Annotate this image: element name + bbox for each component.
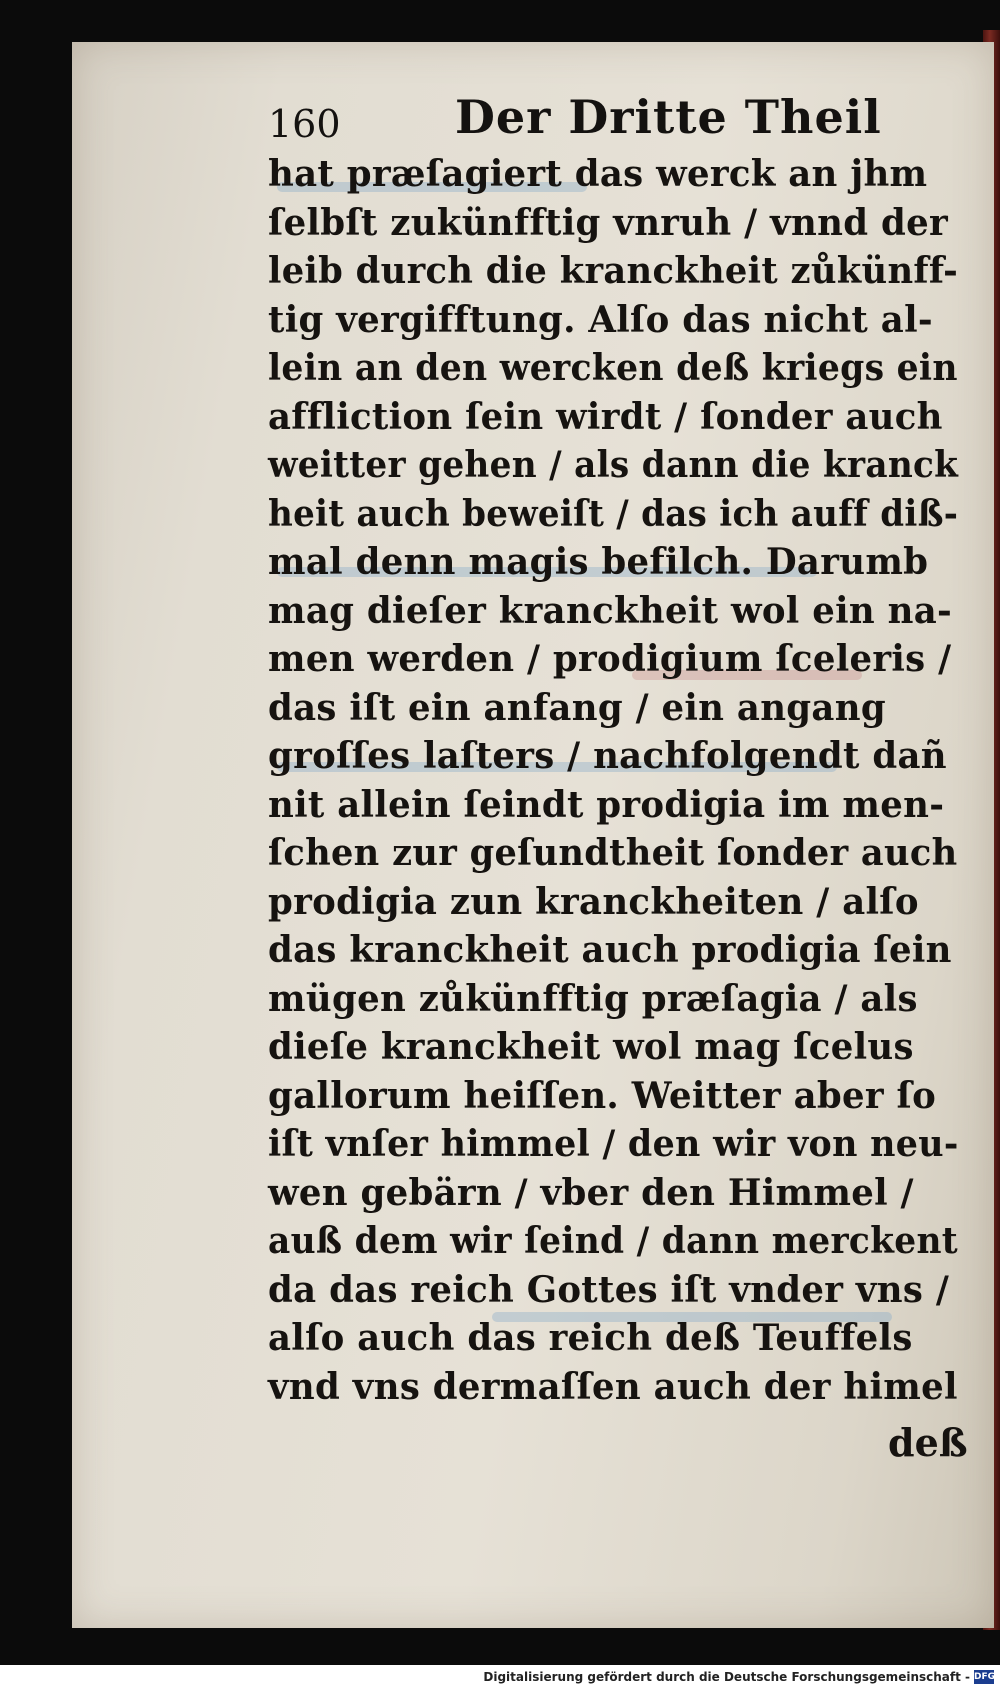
dfg-logo: DFG xyxy=(974,1672,996,1682)
text-line: leib durch die kranckheit zůkünff- xyxy=(268,250,959,292)
text-line: hat præſagiert das werck an jhm xyxy=(268,153,928,195)
text-line: iſt vnſer himmel / den wir von neu- xyxy=(268,1123,959,1165)
text-line: das iſt ein anfang / ein angang xyxy=(268,686,886,729)
text-line: mag dieſer kranckheit wol ein na- xyxy=(268,589,953,632)
text-line: wen gebärn / vber den Himmel / xyxy=(268,1171,914,1214)
catchword: deß xyxy=(888,1420,968,1465)
text-line: prodigia zun kranckheiten / alſo xyxy=(268,880,919,923)
text-block xyxy=(268,150,968,1411)
text-line: heit auch beweiſt / das ich auff diß- xyxy=(268,492,959,535)
text-line: mügen zůkünfftig præſagia / als xyxy=(268,977,918,1020)
text-line: auß dem wir ſeind / dann merckent xyxy=(268,1220,958,1262)
text-line: vnd vns dermaſſen auch der himel xyxy=(268,1365,958,1408)
text-line: da das reich Gottes iſt vnder vns / xyxy=(268,1268,950,1311)
text-line: lein an den wercken deß kriegs ein xyxy=(268,347,958,389)
text-line: mal denn magis befilch. Darumb xyxy=(268,541,929,583)
text-line: das kranckheit auch prodigia ſein xyxy=(268,929,952,971)
running-head: Der Dritte Theil xyxy=(455,90,882,144)
footer-bar xyxy=(0,1665,1000,1691)
text-line: affliction ſein wirdt / ſonder auch xyxy=(268,395,943,438)
page-number: 160 xyxy=(268,102,341,146)
page-header xyxy=(0,62,1000,152)
footer-credit: Digitalisierung gefördert durch die Deutsche Forschungsgemeinschaft - xyxy=(483,1670,970,1684)
text-line: ſelbſt zukünfftig vnruh / vnnd der xyxy=(268,201,948,244)
text-line: groſſes laſters / nachfolgendt dañ xyxy=(268,735,947,777)
text-line: alſo auch das reich deß Teuffels xyxy=(268,1317,913,1359)
text-line: weitter gehen / als dann die kranck xyxy=(268,444,959,486)
text-line: gallorum heiſſen. Weitter aber ſo xyxy=(268,1074,937,1117)
text-line: ſchen zur geſundtheit ſonder auch xyxy=(268,832,958,874)
text-line: nit allein ſeindt prodigia im men- xyxy=(268,783,945,826)
text-line: dieſe kranckheit wol mag ſcelus xyxy=(268,1026,914,1068)
text-line: tig vergifftung. Alſo das nicht al- xyxy=(268,298,933,341)
text-line: men werden / prodigium ſceleris / xyxy=(268,638,952,680)
